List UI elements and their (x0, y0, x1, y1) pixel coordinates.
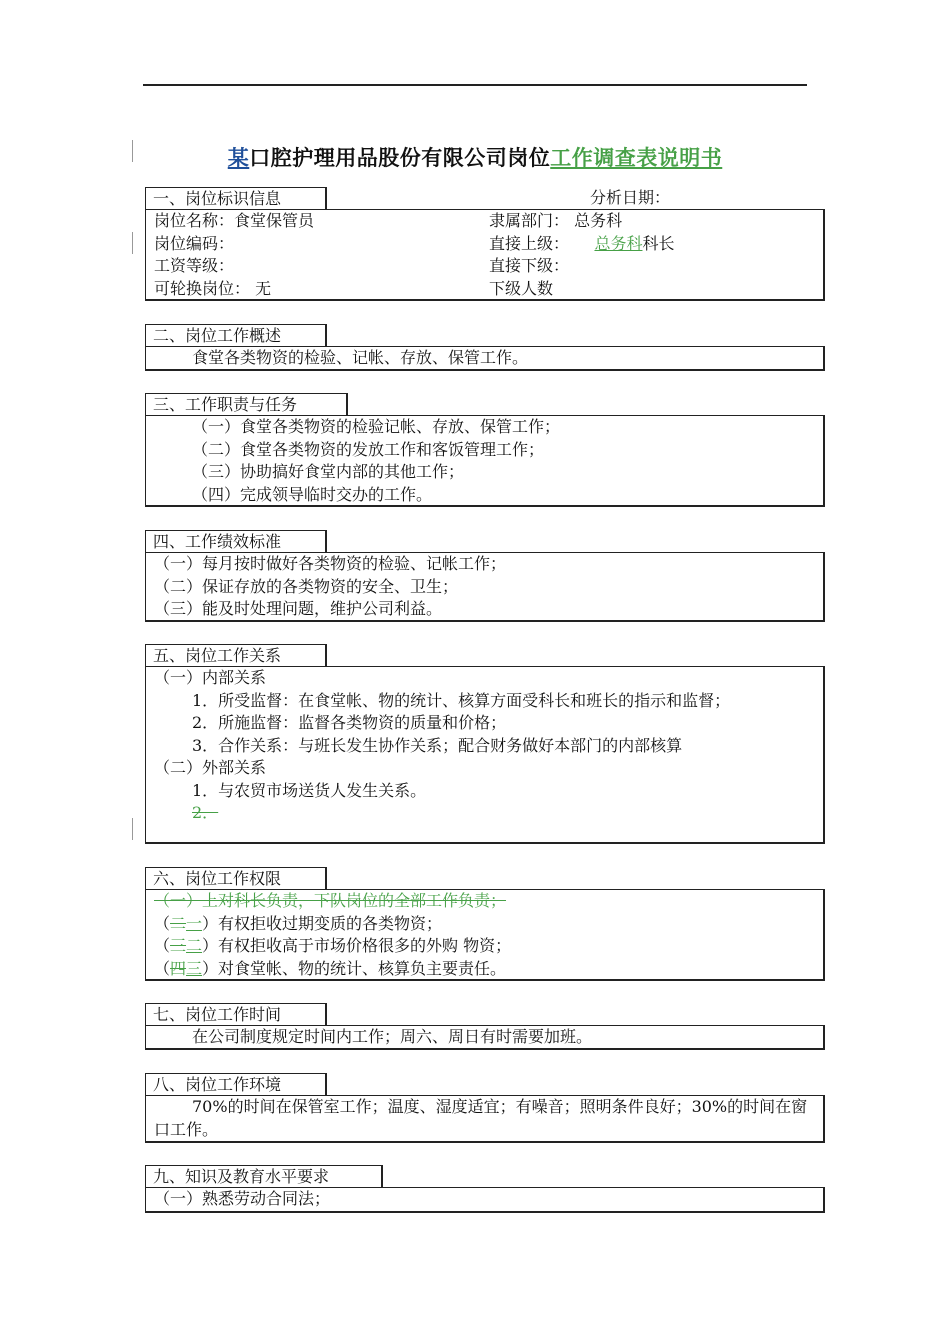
section-box: （一）熟悉劳动合同法； (145, 1187, 825, 1213)
section-tab: 四、工作绩效标准 (145, 530, 327, 552)
section-box: （一）每月按时做好各类物资的检验、记帐工作； （二）保证存放的各类物资的安全、卫生； （三）能及时处理问题，维护公司利益。 (145, 552, 825, 622)
margin-mark (132, 818, 133, 840)
section-tab: 七、岗位工作时间 (145, 1003, 327, 1025)
analysis-date-label: 分析日期： (590, 188, 671, 207)
section-box: 70%的时间在保管室工作；温度、湿度适宜；有噪音；照明条件良好；30%的时间在窗口工作。 (145, 1095, 825, 1143)
section-box: （一）上对科长负责，下队岗位的全部工作负责； （二一）有权拒收过期变质的各类物资； （三二）有权拒收高于市场价格很多的外购 物资； （四三）对食堂帐、物的统计、核算负主要责任。 (145, 889, 825, 981)
section-box: 岗位名称：食堂保管员 隶属部门： 总务科 岗位编码： 直接上级： 总务科科长 工资等级： 直接下级： 可轮换岗位： 无 下级人数 (145, 209, 825, 301)
section-tab: 五、岗位工作关系 (145, 644, 327, 666)
section-box: 在公司制度规定时间内工作；周六、周日有时需要加班。 (145, 1025, 825, 1050)
section-box: （一）食堂各类物资的检验记帐、存放、保管工作； （二）食堂各类物资的发放工作和客饭管理工作； （三）协助搞好食堂内部的其他工作； （四）完成领导临时交办的工作。 (145, 415, 825, 507)
section-box: 食堂各类物资的检验、记帐、存放、保管工作。 (145, 346, 825, 371)
section-box: （一）内部关系 1．所受监督：在食堂帐、物的统计、核算方面受科长和班长的指示和监督； 2．所施监督：监督各类物资的质量和价格； 3．合作关系：与班长发生协作关系；配合财务做好本部门的内部核算 （二）外部关系 1．与农贸市场送货人发生关系。 2． (145, 666, 825, 844)
page-title: 某口腔护理用品股份有限公司岗位工作调查表说明书 (227, 146, 723, 170)
superior-link[interactable]: 总务科 (594, 233, 643, 253)
section-tab: 八、岗位工作环境 (145, 1073, 327, 1095)
top-rule (143, 84, 807, 86)
section-tab: 六、岗位工作权限 (145, 867, 327, 889)
section-tab: 一、岗位标识信息 (145, 187, 327, 209)
margin-mark (132, 232, 133, 254)
section-tab: 二、岗位工作概述 (145, 324, 327, 346)
section-tab: 九、知识及教育水平要求 (145, 1165, 383, 1187)
section-tab: 三、工作职责与任务 (145, 393, 348, 415)
